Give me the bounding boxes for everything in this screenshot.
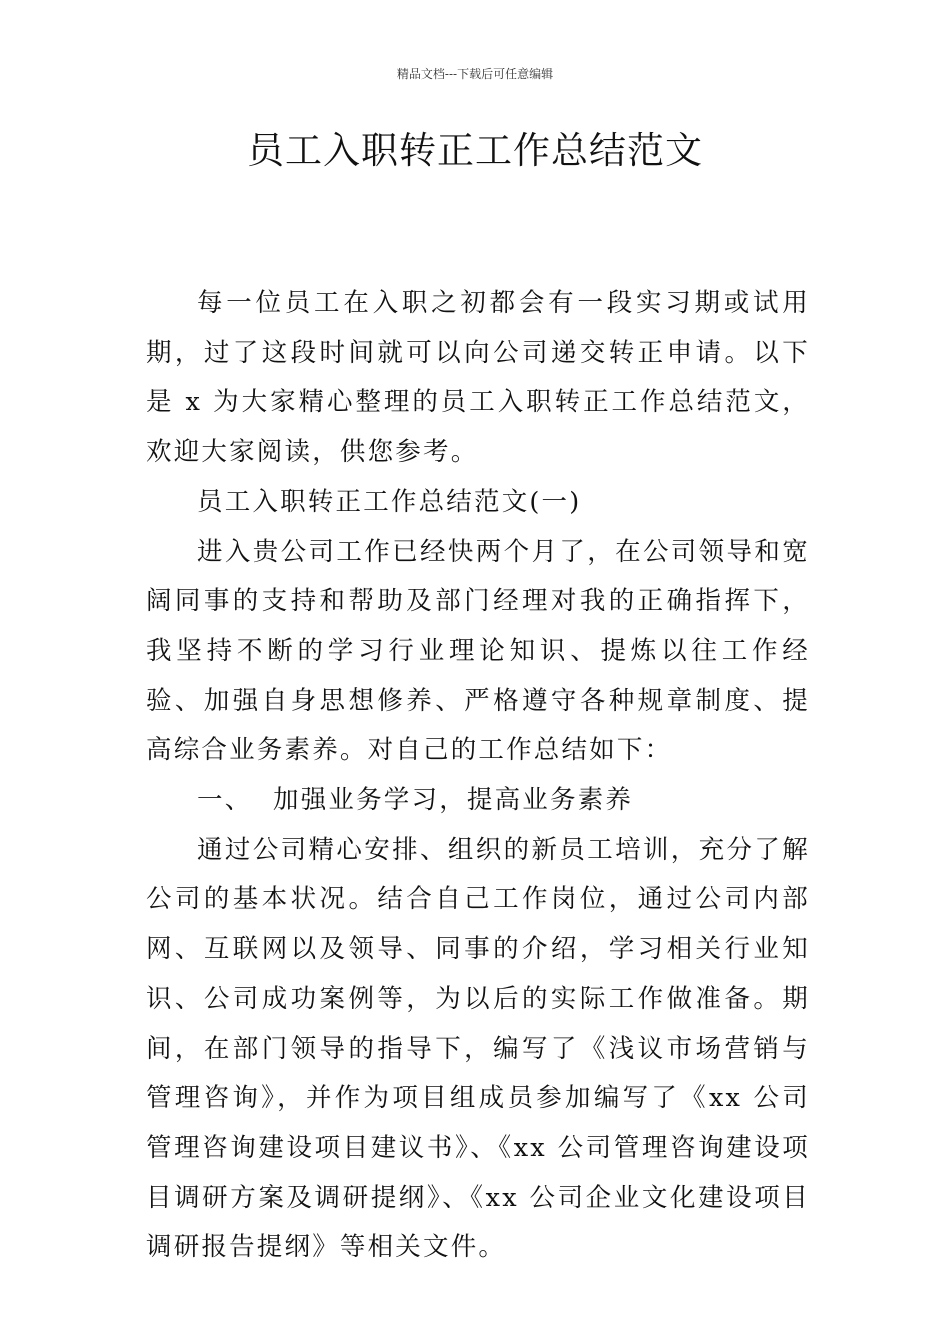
intro-paragraph: 每一位员工在入职之初都会有一段实习期或试用期，过了这段时间就可以向公司递交转正申请。以下是 x 为大家精心整理的员工入职转正工作总结范文，欢迎大家阅读，供您参考。 (146, 288, 810, 468)
document-body (146, 279, 810, 1273)
body-paragraph: 进入贵公司工作已经快两个月了，在公司领导和宽阔同事的支持和帮助及部门经理对我的正确指挥下，我坚持不断的学习行业理论知识、提炼以往工作经验、加强自身思想修养、严格遵守各种规章制度、提高综合业务素养。对自己的工作总结如下： (146, 536, 810, 766)
body-paragraph: 通过公司精心安排、组织的新员工培训，充分了解公司的基本状况。结合自己工作岗位，通过公司内部网、互联网以及领导、同事的介绍，学习相关行业知识、公司成功案例等，为以后的实际工作做准备。期间，在部门领导的指导下，编写了《浅议市场营销与管理咨询》，并作为项目组成员参加编写了《xx 公司管理咨询建设项目建议书》、《xx 公司管理咨询建设项目调研方案及调研提纲》、《xx 公司企业文化建设项目调研报告提纲》等相关文件。 (146, 834, 810, 1263)
subheading-business-learning: 一、 加强业务学习，提高业务素养 (197, 785, 634, 816)
section-heading-sample-one: 员工入职转正工作总结范文(一) (197, 486, 582, 517)
document-title: 员工入职转正工作总结范文 (247, 129, 703, 172)
header-note: 精品文档---下载后可任意编辑 (396, 67, 554, 81)
